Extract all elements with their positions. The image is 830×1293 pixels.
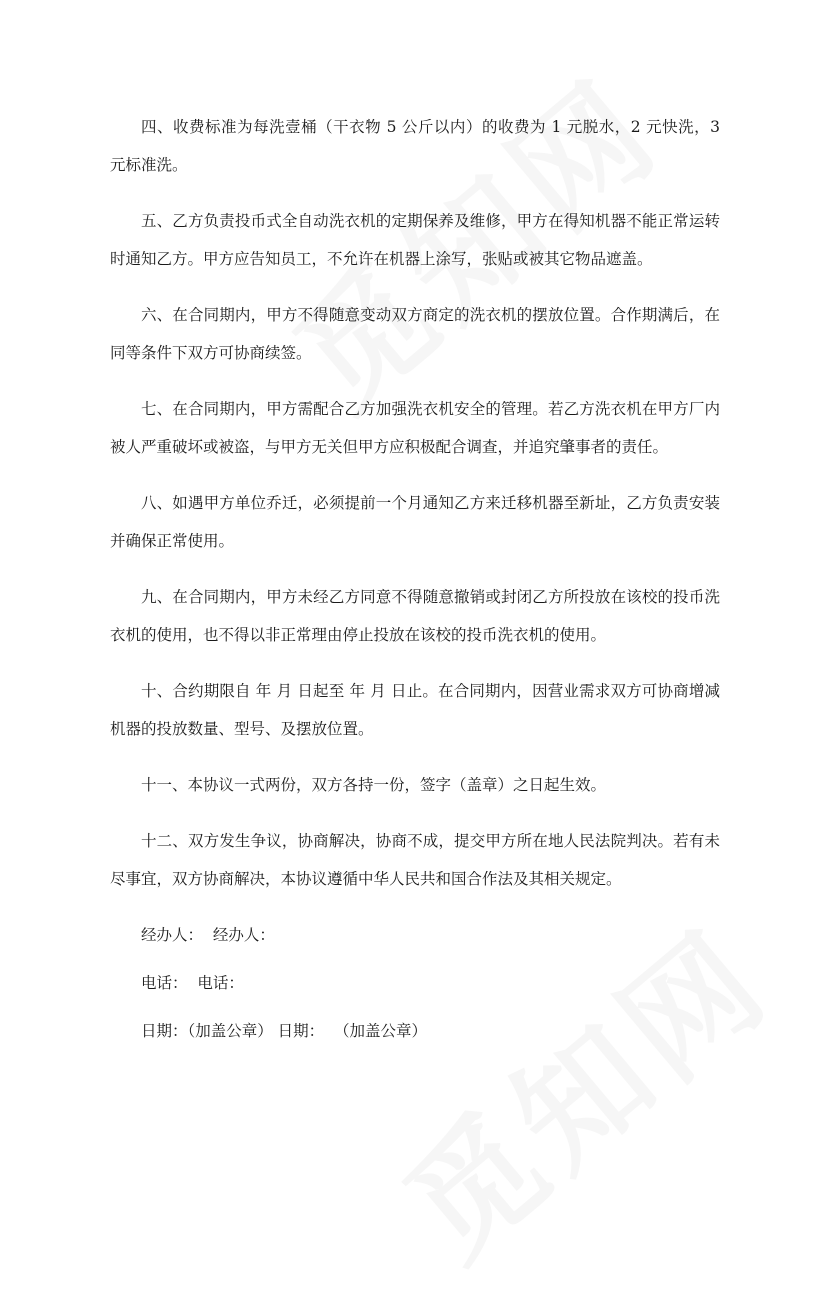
clause-12: 十二、双方发生争议，协商解决，协商不成，提交甲方所在地人民法院判决。若有未尽事宜，双方协商解决，本协议遵循中华人民共和国合作法及其相关规定。 [110, 832, 720, 888]
clause-4: 四、收费标准为每洗壹桶（干衣物 5 公斤以内）的收费为 1 元脱水，2 元快洗，3 元标准洗。 [110, 118, 720, 174]
clause-11: 十一、本协议一式两份，双方各持一份，签字（盖章）之日起生效。 [141, 776, 607, 794]
clause-8: 八、如遇甲方单位乔迁，必须提前一个月通知乙方来迁移机器至新址，乙方负责安装并确保正常使用。 [110, 494, 720, 550]
signature-date: 日期：（加盖公章） 日期： （加盖公章） [141, 1022, 428, 1040]
clause-7: 七、在合同期内，甲方需配合乙方加强洗衣机安全的管理。若乙方洗衣机在甲方厂内被人严重破坏或被盗，与甲方无关但甲方应积极配合调查，并追究肇事者的责任。 [110, 400, 720, 456]
clause-5: 五、乙方负责投币式全自动洗衣机的定期保养及维修，甲方在得知机器不能正常运转时通知乙方。甲方应告知员工，不允许在机器上涂写，张贴或被其它物品遮盖。 [110, 212, 720, 268]
contract-body [110, 108, 720, 1060]
clause-10: 十、合约期限自 年 月 日起至 年 月 日止。在合同期内，因营业需求双方可协商增减机器的投放数量、型号、及摆放位置。 [110, 682, 720, 738]
signature-phone: 电话： 电话： [141, 974, 244, 992]
signature-handler: 经办人： 经办人： [141, 926, 275, 944]
clause-6: 六、在合同期内，甲方不得随意变动双方商定的洗衣机的摆放位置。合作期满后，在同等条件下双方可协商续签。 [110, 306, 720, 362]
clause-9: 九、在合同期内，甲方未经乙方同意不得随意撤销或封闭乙方所投放在该校的投币洗衣机的使用，也不得以非正常理由停止投放在该校的投币洗衣机的使用。 [110, 588, 720, 644]
